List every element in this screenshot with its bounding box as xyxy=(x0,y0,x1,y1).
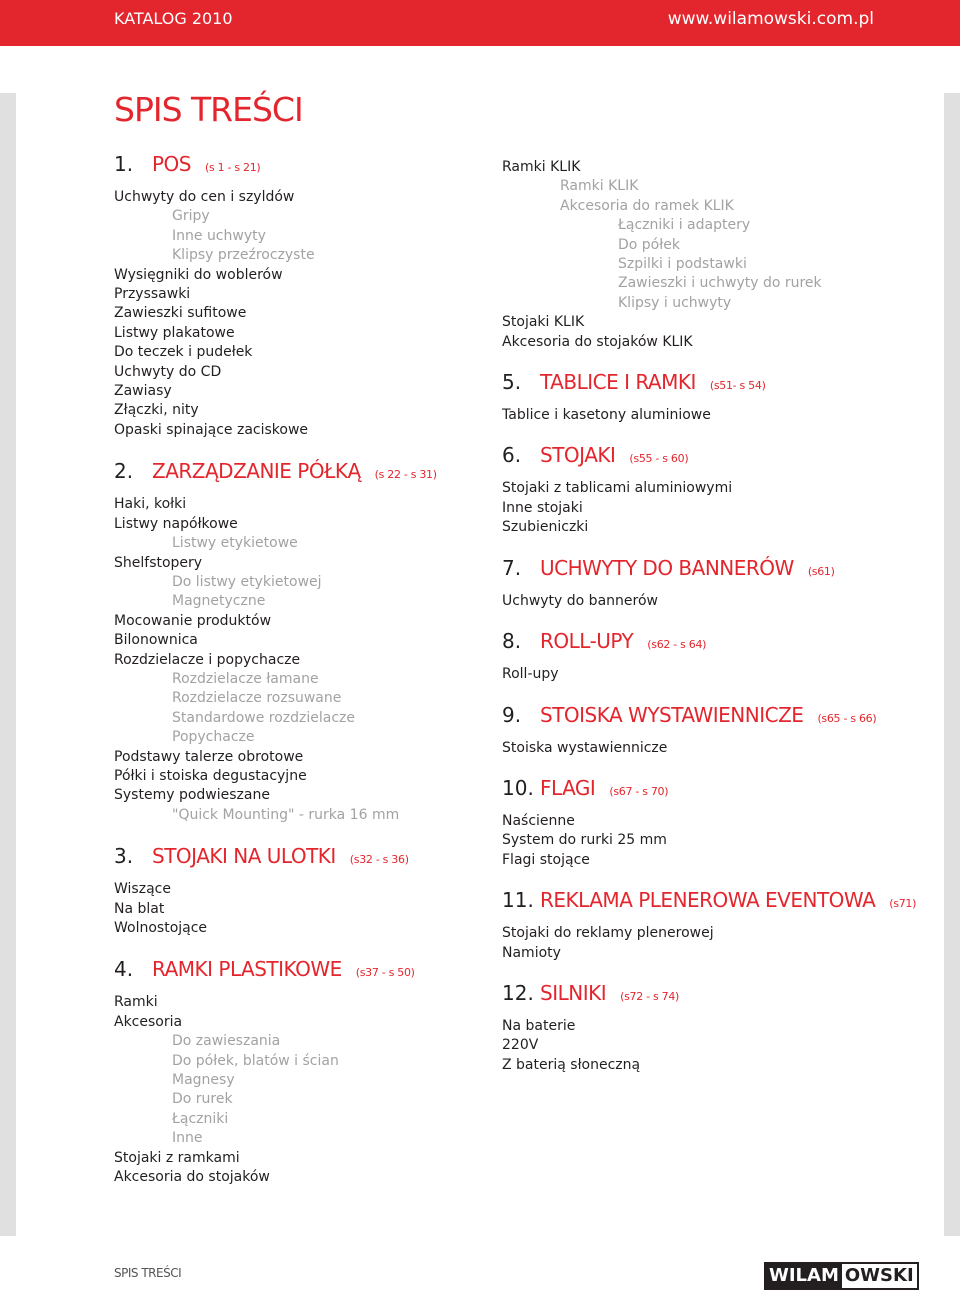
toc-subitem: Klipsy i uchwyty xyxy=(618,294,732,311)
section-heading xyxy=(502,888,952,912)
toc-item: Na baterie xyxy=(502,1017,576,1034)
section-number: 12. xyxy=(502,980,534,1005)
toc-item: Akcesoria xyxy=(114,1013,183,1030)
toc-item: Listwy plakatowe xyxy=(114,324,235,341)
toc-item: Ramki xyxy=(114,994,158,1011)
toc-item: Na blat xyxy=(114,900,165,917)
section-number: 6. xyxy=(502,443,522,468)
section-pages: (s 22 - s 31) xyxy=(374,468,437,482)
toc-subitem: Inne xyxy=(172,1130,203,1147)
toc-item: Przyssawki xyxy=(114,286,191,303)
toc-item: Stojaki do reklamy plenerowej xyxy=(502,925,714,942)
section-title: REKLAMA PLENEROWA EVENTOWA xyxy=(540,888,876,913)
section-heading xyxy=(502,443,952,467)
toc-subitem: Rozdzielacze rozsuwane xyxy=(172,690,342,707)
page-title: SPIS TREŚCI xyxy=(114,90,303,129)
section-number: 4. xyxy=(114,957,134,982)
toc-subitem: Do półek, blatów i ścian xyxy=(172,1052,339,1069)
toc-subitem: Listwy etykietowe xyxy=(172,535,298,552)
toc-subitem: Magnesy xyxy=(172,1072,235,1089)
toc-item: Akcesoria do stojaków KLIK xyxy=(502,333,693,350)
section-title: ROLL-UPY xyxy=(540,629,634,654)
section-number: 9. xyxy=(502,702,522,727)
toc-item: Naścienne xyxy=(502,812,575,829)
section-items xyxy=(114,993,474,1187)
toc-subitem: Akcesoria do ramek KLIK xyxy=(560,197,734,214)
toc-item: Szubieniczki xyxy=(502,519,589,536)
left-column xyxy=(114,150,474,1206)
section-title: STOJAKI NA ULOTKI xyxy=(152,844,336,869)
section-number: 8. xyxy=(502,629,522,654)
toc-item: System do rurki 25 mm xyxy=(502,832,667,849)
section-title: STOJAKI xyxy=(540,443,616,468)
section-heading xyxy=(502,629,952,653)
toc-subitem: Do listwy etykietowej xyxy=(172,573,322,590)
section-heading xyxy=(502,370,952,394)
section-pages: (s55 - s 60) xyxy=(629,452,689,466)
section-heading xyxy=(114,152,474,176)
section-title: ZARZĄDZANIE PÓŁKĄ xyxy=(152,459,361,484)
toc-subitem: Magnetyczne xyxy=(172,593,266,610)
toc-item: Rozdzielacze i popychacze xyxy=(114,651,301,668)
toc-item: Stoiska wystawiennicze xyxy=(502,739,668,756)
toc-item: Wolnostojące xyxy=(114,920,208,936)
toc-item: Opaski spinające zaciskowe xyxy=(114,421,309,438)
toc-item: Uchwyty do cen i szyldów xyxy=(114,189,295,205)
section-heading xyxy=(114,957,474,981)
toc-subitem: "Quick Mounting" - rurka 16 mm xyxy=(172,806,400,823)
section-heading xyxy=(502,776,952,800)
toc-item: Shelfstopery xyxy=(114,554,203,571)
section-heading xyxy=(114,844,474,868)
section-title: UCHWYTY DO BANNERÓW xyxy=(540,555,794,580)
toc-item: Listwy napółkowe xyxy=(114,515,238,532)
footer-label: SPIS TREŚCI xyxy=(114,1266,182,1280)
section-number: 5. xyxy=(502,370,522,395)
toc-subitem: Do zawieszania xyxy=(172,1033,281,1050)
section-items xyxy=(502,479,952,537)
section-pages: (s61) xyxy=(807,564,835,578)
section-items xyxy=(502,592,952,611)
section-title: POS xyxy=(152,152,191,176)
toc-item: Inne stojaki xyxy=(502,499,583,516)
toc-subitem: Gripy xyxy=(172,208,210,225)
toc-subitem: Inne uchwyty xyxy=(172,227,266,244)
toc-subitem: Do rurek xyxy=(172,1091,233,1108)
section-items xyxy=(502,1017,952,1075)
section-title: SILNIKI xyxy=(540,980,607,1005)
section-number: 1. xyxy=(114,152,134,176)
toc-item: Stojaki z ramkami xyxy=(114,1149,240,1166)
section-number: 7. xyxy=(502,555,522,580)
section-title: RAMKI PLASTIKOWE xyxy=(152,957,342,982)
toc-subitem: Popychacze xyxy=(172,729,255,746)
toc-subitem: Zawieszki i uchwyty do rurek xyxy=(618,275,822,292)
logo-part-dark: WILAM xyxy=(766,1264,842,1288)
section-title: TABLICE I RAMKI xyxy=(540,370,696,395)
section-number: 11. xyxy=(502,888,534,913)
toc-item: Akcesoria do stojaków xyxy=(114,1169,270,1186)
toc-item: Systemy podwieszane xyxy=(114,787,270,804)
toc-item: Zawiasy xyxy=(114,383,172,400)
toc-subitem: Standardowe rozdzielacze xyxy=(172,709,355,726)
toc-item: Do teczek i pudełek xyxy=(114,344,253,361)
toc-item: Stojaki z tablicami aluminiowymi xyxy=(502,480,733,497)
section-heading xyxy=(502,703,952,727)
continued-items xyxy=(502,158,952,352)
toc-item: Złączki, nity xyxy=(114,402,199,419)
section-pages: (s65 - s 66) xyxy=(817,711,877,725)
section-items xyxy=(502,739,952,758)
section-pages: (s67 - s 70) xyxy=(609,784,669,798)
section-heading xyxy=(502,981,952,1005)
toc-item: 220V xyxy=(502,1037,539,1054)
section-pages: (s72 - s 74) xyxy=(620,989,680,1003)
toc-item: Stojaki KLIK xyxy=(502,314,585,331)
section-pages: (s71) xyxy=(889,897,917,911)
top-banner xyxy=(0,0,960,46)
toc-item: Bilonownica xyxy=(114,632,198,649)
logo-part-light: OWSKI xyxy=(842,1264,917,1288)
toc-subitem: Szpilki i podstawki xyxy=(618,256,747,273)
catalog-label: KATALOG 2010 xyxy=(114,9,233,28)
left-margin-bar xyxy=(0,93,16,1236)
toc-item: Uchwyty do CD xyxy=(114,363,222,380)
toc-item: Wysięgniki do woblerów xyxy=(114,266,283,283)
toc-item: Z baterią słoneczną xyxy=(502,1056,641,1073)
toc-item: Haki, kołki xyxy=(114,496,187,513)
section-heading xyxy=(114,459,474,483)
toc-item: Roll-upy xyxy=(502,666,559,683)
toc-subitem: Rozdzielacze łamane xyxy=(172,670,319,687)
section-number: 2. xyxy=(114,459,134,484)
toc-item: Półki i stoiska degustacyjne xyxy=(114,767,307,784)
website-link[interactable]: www.wilamowski.com.pl xyxy=(667,9,874,29)
toc-item: Flagi stojące xyxy=(502,851,590,868)
section-pages: (s37 - s 50) xyxy=(355,966,415,980)
toc-subitem: Klipsy przeźroczyste xyxy=(172,247,315,264)
right-column xyxy=(502,158,952,1093)
toc-item: Podstawy talerze obrotowe xyxy=(114,748,304,765)
section-pages: (s62 - s 64) xyxy=(647,638,707,652)
section-heading xyxy=(502,556,952,580)
toc-item: Wiszące xyxy=(114,881,171,898)
toc-item: Uchwyty do bannerów xyxy=(502,592,658,609)
toc-item: Ramki KLIK xyxy=(502,159,581,175)
section-pages: (s51- s 54) xyxy=(709,379,766,393)
company-logo xyxy=(764,1262,919,1290)
section-items xyxy=(502,924,952,963)
section-title: FLAGI xyxy=(540,775,596,800)
section-pages: (s 1 - s 21) xyxy=(205,161,261,174)
section-number: 10. xyxy=(502,775,534,800)
section-items xyxy=(502,812,952,870)
section-pages: (s32 - s 36) xyxy=(349,853,409,867)
toc-item: Tablice i kasetony aluminiowe xyxy=(502,407,711,424)
section-number: 3. xyxy=(114,844,134,869)
toc-subitem: Łączniki xyxy=(172,1110,229,1127)
toc-subitem: Ramki KLIK xyxy=(560,178,639,195)
section-items xyxy=(502,406,952,425)
toc-subitem: Łączniki i adaptery xyxy=(618,217,751,234)
section-title: STOISKA WYSTAWIENNICZE xyxy=(540,702,804,727)
section-items xyxy=(114,188,474,440)
section-items xyxy=(114,880,474,938)
section-items xyxy=(114,495,474,825)
toc-item: Namioty xyxy=(502,944,561,961)
toc-item: Zawieszki sufitowe xyxy=(114,305,247,322)
section-items xyxy=(502,665,952,684)
toc-item: Mocowanie produktów xyxy=(114,612,272,629)
toc-subitem: Do półek xyxy=(618,236,680,253)
